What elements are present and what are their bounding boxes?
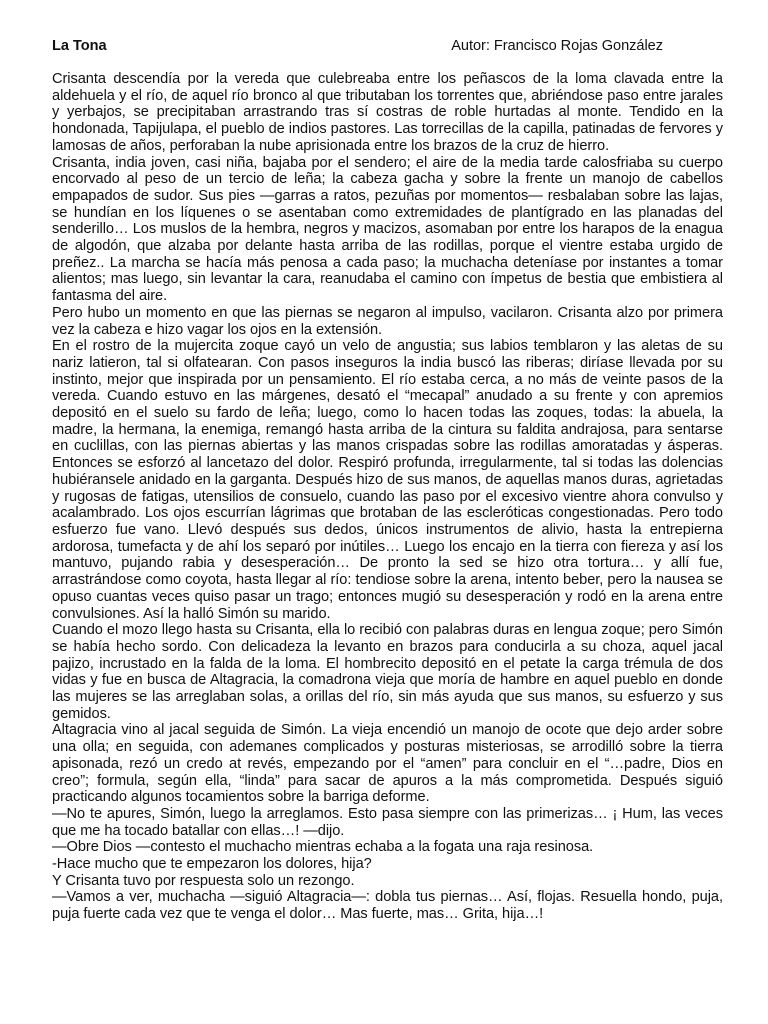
paragraph: Pero hubo un momento en que las piernas se negaron al impulso, vacilaron. Crisanta alzo por primera vez la cabeza e hizo vagar los ojos en la extensión. xyxy=(52,304,723,338)
paragraph: —Vamos a ver, muchacha —siguió Altagracia—: dobla tus piernas… Así, flojas. Resuella hondo, puja, puja fuerte cada vez que te venga el dolor… Mas fuerte, mas… Grita, hija…! xyxy=(52,889,723,923)
paragraph: Crisanta, india joven, casi niña, bajaba por el sendero; el aire de la media tarde calosfriaba su cuerpo encorvado al peso de un tercio de leña; la cabeza gacha y sobre la frente un manojo de cabellos empapados de sudor. Sus pies —garras a ratos, pezuñas por momentos— resbalaban sobre las lajas, se hundían en los líquenes o se asentaban como extremidades de plantígrado en las planadas del senderillo… Los muslos de la hembra, negros y macizos, asomaban por entre los harapos de la enagua de algodón, que alzaba por delante hasta arriba de las rodillas, porque el vientre estaba urgido de preñez.. La marcha se hacía más penosa a cada paso; la muchacha deteníase por instantes a tomar alientos; mas luego, sin levantar la cara, reanudaba el camino con ímpetus de bestia que embistiera al fantasma del aire. xyxy=(52,154,723,305)
paragraph: —Obre Dios —contesto el muchacho mientras echaba a la fogata una raja resinosa. xyxy=(52,839,594,856)
paragraph: Cuando el mozo llego hasta su Crisanta, ella lo recibió con palabras duras en lengua zoque; pero Simón se había hecho sordo. Con delicadeza la levanto en brazos para conducirla a su choza, aquel jacal pajizo, incrustado en la falda de la loma. El hombrecito depositó en el petate la carga trémula de dos vidas y fue en busca de Altagracia, la comadrona vieja que moría de hambre en aquel pueblo en donde las mujeres se las arreglaban solas, a orillas del río, sin más ayuda que sus manos, su esfuerzo y sus gemidos. xyxy=(52,622,723,722)
paragraph: —No te apures, Simón, luego la arreglamos. Esto pasa siempre con las primerizas… ¡ Hum, las veces que me ha tocado batallar con ellas…! —dijo. xyxy=(52,805,723,839)
paragraph: Y Crisanta tuvo por respuesta solo un rezongo. xyxy=(52,872,355,889)
paragraph: Crisanta descendía por la vereda que culebreaba entre los peñascos de la loma clavada entre la aldehuela y el río, de aquel río bronco al que tributaban los torrentes que, abriéndose paso entre jarales y yerbajos, se precipitaban arrastrando tras sí costras de roble hurtadas al monte. Tendido en la hondonada, Tapijulapa, el pueblo de indios pastores. Las torrecillas de la capilla, patinadas de fervores y lamosas de años, perforaban la nube aprisionada entre los brazos de la cruz de hierro. xyxy=(52,71,723,154)
paragraph: En el rostro de la mujercita zoque cayó un velo de angustia; sus labios temblaron y las aletas de su nariz latieron, tal si olfatearan. Con pasos inseguros la india buscó las riberas; diríase llevada por su instinto, mejor que inspirada por un pensamiento. El río estaba cerca, a no más de veinte pasos de la vereda. Cuando estuvo en las márgenes, desató el “mecapal” anudado a su frente y con apremios depositó en el suelo su fardo de leña; luego, como lo hacen todas las zoques, todas: la abuela, la madre, la hermana, la enemiga, remangó hasta arriba de la cintura su faldita andrajosa, para sentarse en cuclillas, con las piernas abiertas y las manos crispadas sobre las rodillas amoratadas y ásperas. Entonces se esforzó al lancetazo del dolor. Respiró profunda, irregularmente, tal si todas las dolencias hubiéransele anidado en la garganta. Después hizo de sus manos, de aquellas manos duras, agrietadas y rugosas de fatigas, utensilios de consuelo, cuando las paso por el excesivo vientre ahora convulso y acalambrado. Los ojos escurrían lágrimas que brotaban de las escleróticas congestionadas. Pero todo esfuerzo fue vano. Llevó después sus dedos, únicos instrumentos de alivio, hasta la entrepierna ardorosa, tumefacta y de ahí los separó por inútiles… Luego los encajo en la tierra con fiereza y así los mantuvo, pujando rabia y desesperación… De pronto la sed se hizo otra tortura… y allí fue, arrastrándose como coyota, hasta llegar al río: tendiose sobre la arena, intento beber, pero la nausea se opuso cuantas veces quiso pasar un trago; entonces mugió su desesperación y rodó en la arena entre convulsiones. Así la halló Simón su marido. xyxy=(52,338,723,622)
document-body xyxy=(52,71,723,923)
paragraph: Altagracia vino al jacal seguida de Simón. La vieja encendió un manojo de ocote que dejo arder sobre una olla; en seguida, con ademanes complicados y posturas misteriosas, se arrodilló sobre la tierra apisonada, rezó un credo at revés, empezando por el “amen” para concluir en el “…padre, Dios en creo”; formula, según ella, “linda” para sacar de apuros a la más comprometida. Después siguió practicando algunos tocamientos sobre la barriga deforme. xyxy=(52,722,723,806)
document-title: La Tona xyxy=(52,38,107,54)
document-page xyxy=(52,38,723,923)
paragraph: -Hace mucho que te empezaron los dolores, hija? xyxy=(52,856,372,873)
document-author: Autor: Francisco Rojas González xyxy=(451,38,663,54)
document-header xyxy=(52,38,723,55)
